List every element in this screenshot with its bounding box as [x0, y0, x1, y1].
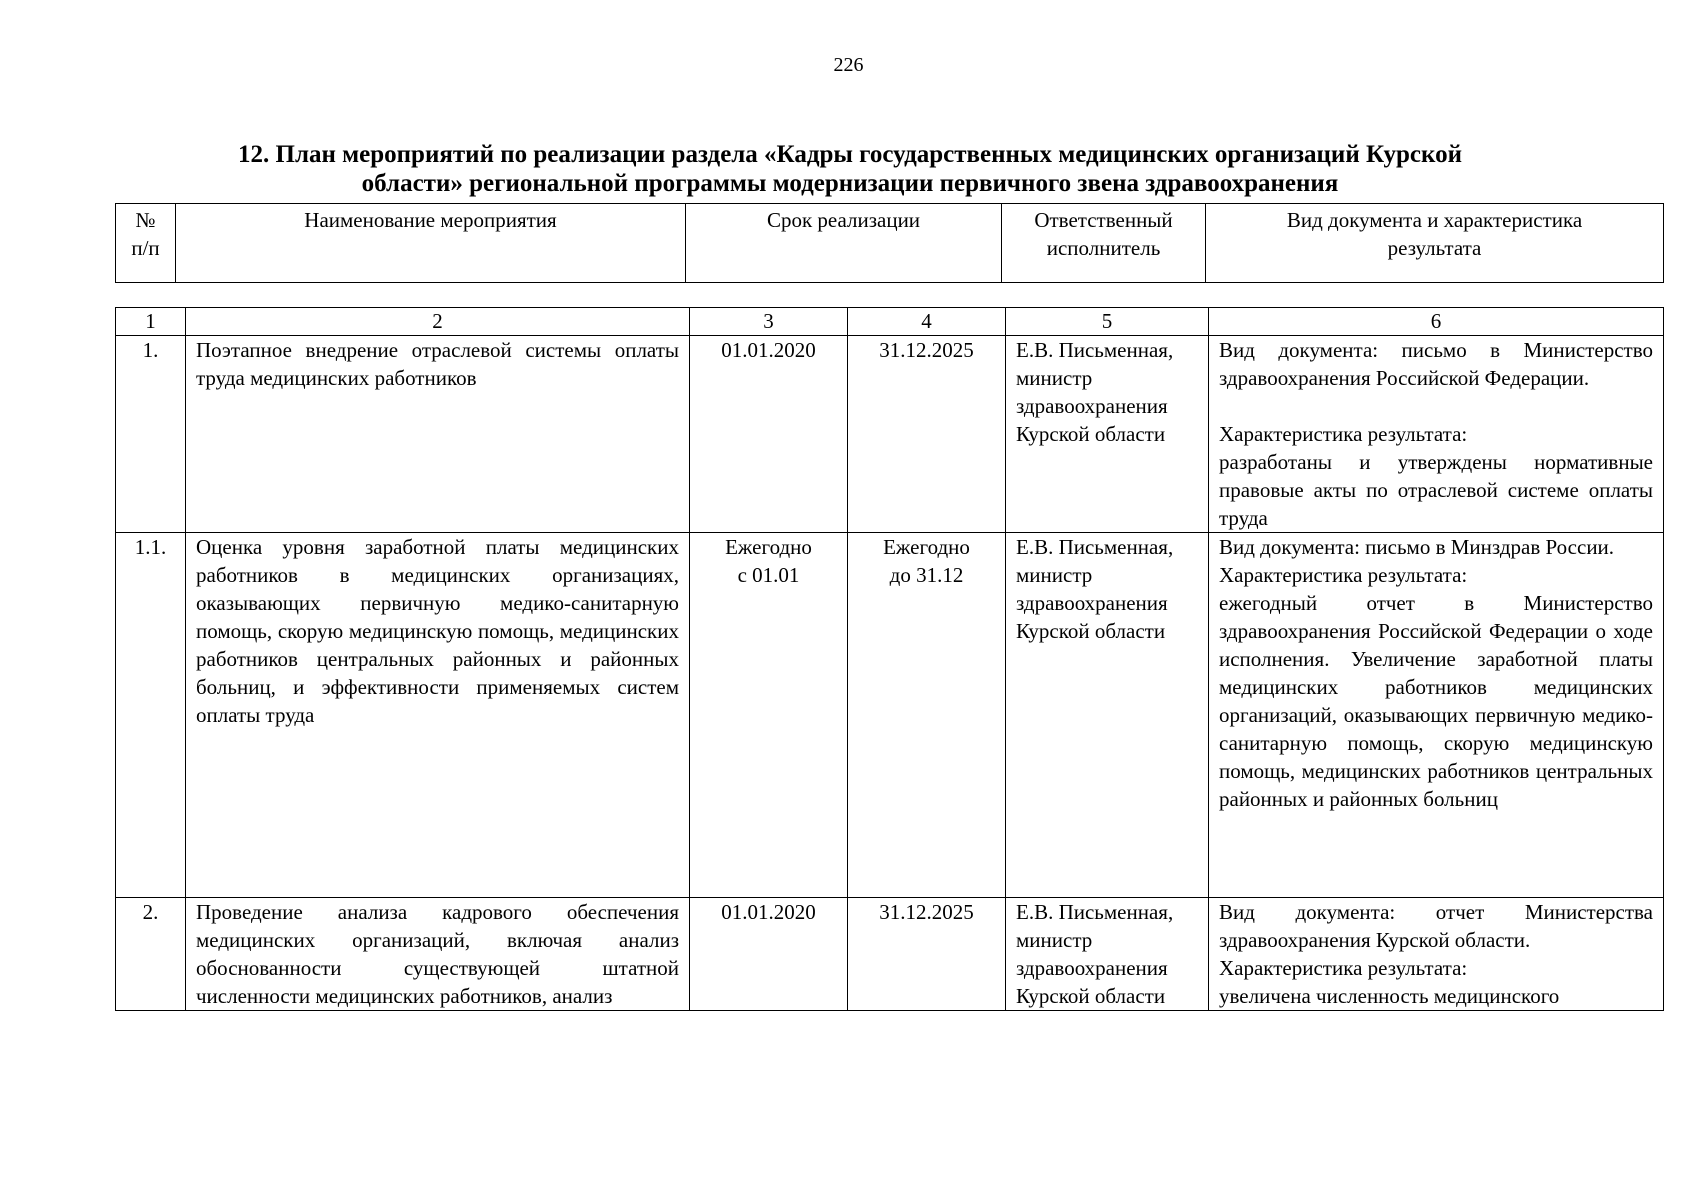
executor-line: Е.В. Письменная, [1016, 338, 1174, 362]
header-col-result-line1: Вид документа и характеристика [1286, 208, 1583, 232]
row-end-date: 31.12.2025 [848, 898, 1006, 1011]
executor-line: здравоохранения [1016, 956, 1168, 980]
column-number: 6 [1209, 308, 1664, 336]
header-col-executor-line1: Ответственный [1034, 208, 1173, 232]
end-line: Ежегодно [883, 535, 970, 559]
table-row [116, 336, 1664, 533]
row-start-date: 01.01.2020 [690, 898, 848, 1011]
row-end-date: 31.12.2025 [848, 336, 1006, 533]
column-number: 2 [186, 308, 690, 336]
result-document-type: Вид документа: письмо в Минздрав России. [1219, 535, 1615, 559]
header-col-executor-line2: исполнитель [1046, 236, 1161, 260]
header-col-name: Наименование мероприятия [176, 204, 686, 283]
column-number: 4 [848, 308, 1006, 336]
row-number: 1. [116, 336, 186, 533]
column-number: 3 [690, 308, 848, 336]
executor-line: здравоохранения [1016, 591, 1168, 615]
table-row [116, 898, 1664, 1011]
header-col-executor [1002, 204, 1206, 283]
row-result [1209, 898, 1664, 1011]
header-col-number-line1: № [135, 208, 156, 232]
executor-line: Курской области [1016, 619, 1166, 643]
row-executor [1006, 336, 1209, 533]
row-number: 2. [116, 898, 186, 1011]
column-number: 1 [116, 308, 186, 336]
result-document-type: Вид документа: письмо в Министерство здравоохранения Российской Федерации. [1219, 338, 1653, 390]
header-col-term: Срок реализации [686, 204, 1002, 283]
row-start-date: 01.01.2020 [690, 336, 848, 533]
row-start-date [690, 533, 848, 898]
result-characteristic-label: Характеристика результата: [1219, 956, 1468, 980]
row-executor [1006, 898, 1209, 1011]
result-document-type: Вид документа: отчет Министерства здравоохранения Курской области. [1219, 900, 1653, 952]
executor-line: здравоохранения [1016, 394, 1168, 418]
row-result [1209, 533, 1664, 898]
header-col-result-line2: результата [1387, 236, 1482, 260]
row-activity-name: Поэтапное внедрение отраслевой системы оплаты труда медицинских работников [186, 336, 690, 533]
header-row [116, 204, 1664, 283]
page-number: 226 [833, 54, 864, 76]
column-number: 5 [1006, 308, 1209, 336]
executor-line: Е.В. Письменная, [1016, 535, 1174, 559]
result-characteristic-label: Характеристика результата: [1219, 563, 1468, 587]
header-table [115, 203, 1664, 283]
executor-line: Курской области [1016, 984, 1166, 1008]
title-line-2: области» региональной программы модернизации первичного звена здравоохранения [361, 170, 1339, 197]
executor-line: Курской области [1016, 422, 1166, 446]
executor-line: Е.В. Письменная, [1016, 900, 1174, 924]
row-number: 1.1. [116, 533, 186, 898]
row-activity-name: Оценка уровня заработной платы медицинских работников в медицинских организациях, оказывающих первичную медико-санитарную помощь, скорую медицинскую помощь, медицинских работников центральных районных и районных больниц, и эффективности применяемых систем оплаты труда [186, 533, 690, 898]
row-activity-name: Проведение анализа кадрового обеспечения медицинских организаций, включая анализ обоснованности существующей штатной численности медицинских работников, анализ [186, 898, 690, 1011]
row-end-date [848, 533, 1006, 898]
row-executor [1006, 533, 1209, 898]
result-characteristic-label: Характеристика результата: [1219, 422, 1468, 446]
executor-line: министр [1016, 563, 1093, 587]
result-characteristic-text: ежегодный отчет в Министерство здравоохранения Российской Федерации о ходе исполнения. Увеличение заработной платы медицинских работников медицинских организаций, оказывающих первичную медико-санитарную помощь, скорую медицинскую помощь, медицинских работников центральных районных и районных больниц [1219, 591, 1653, 811]
result-characteristic-text: увеличена численность медицинского [1219, 984, 1560, 1008]
header-col-number [116, 204, 176, 283]
end-line: до 31.12 [889, 563, 964, 587]
result-characteristic-text: разработаны и утверждены нормативные правовые акты по отраслевой системе оплаты труда [1219, 450, 1653, 530]
executor-line: министр [1016, 928, 1093, 952]
header-col-result [1206, 204, 1664, 283]
start-line: Ежегодно [725, 535, 812, 559]
column-number-row [116, 308, 1664, 336]
title-line-1: 12. План мероприятий по реализации раздела «Кадры государственных медицинских организаций Курской [238, 141, 1462, 168]
start-line: с 01.01 [737, 563, 800, 587]
table-row [116, 533, 1664, 898]
row-result [1209, 336, 1664, 533]
header-col-number-line2: п/п [131, 236, 160, 260]
plan-table [115, 307, 1664, 1011]
page-title [130, 140, 1570, 198]
executor-line: министр [1016, 366, 1093, 390]
